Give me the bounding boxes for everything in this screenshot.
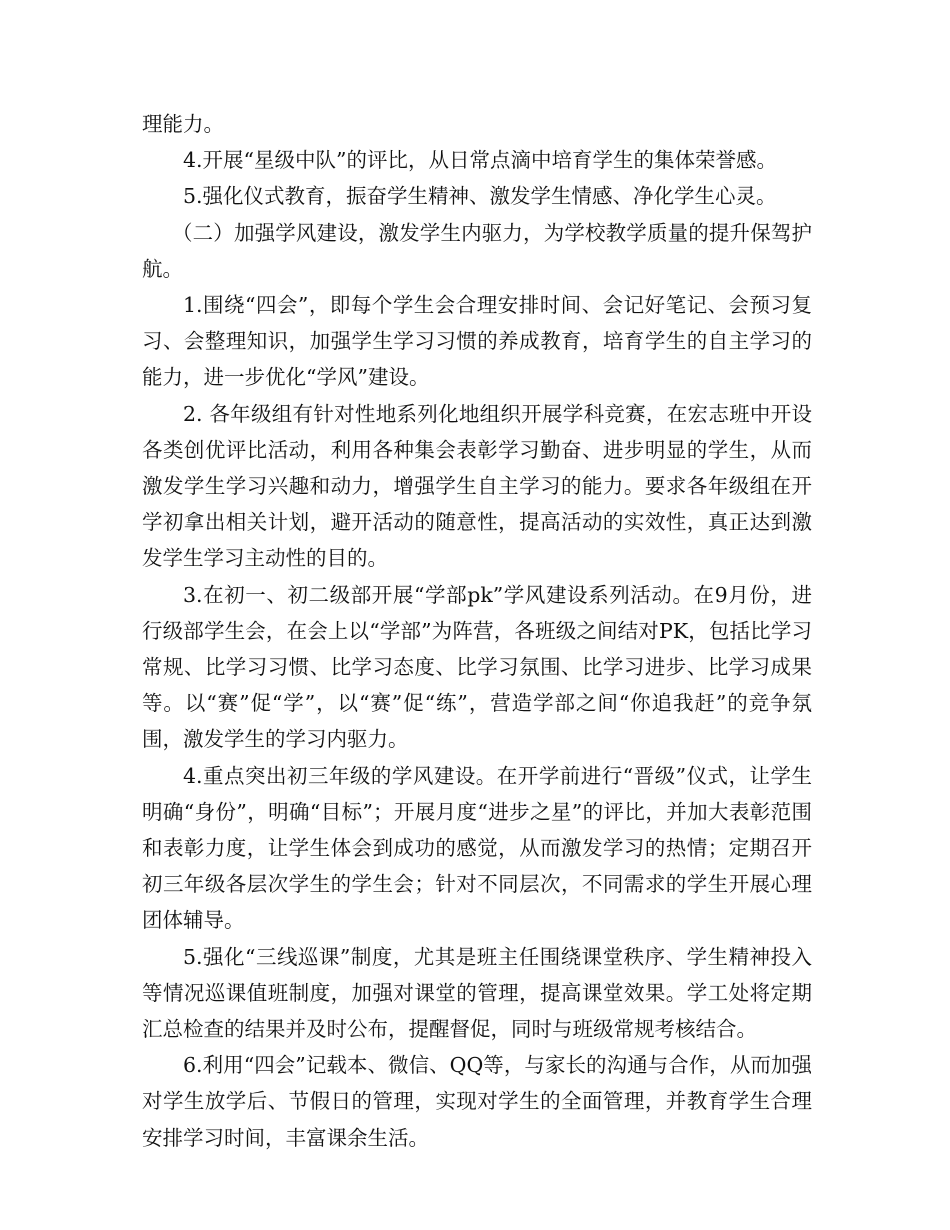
paragraph-item-4-grade-nine: 4.重点突出初三年级的学风建设。在开学前进行“晋级”仪式，让学生明确“身份”，明确“目标”；开展月度“进步之星”的评比，并加大表彰范围和表彰力度，让学生体会到成功的感觉，从而激发学习的热情；定期召开初三年级各层次学生的学生会；针对不同层次，不同需求的学生开展心理团体辅导。 [142,763,812,933]
paragraph-item-4-star-squad: 4.开展“星级中队”的评比，从日常点滴中培育学生的集体荣誉感。 [183,148,778,173]
paragraph-item-6-parent-communication: 6.利用“四会”记载本、微信、QQ等，与家长的沟通与合作，从而加强对学生放学后、节假日的管理，实现对学生的全面管理，并教育学生合理安排学习时间，丰富课余生活。 [142,1053,812,1150]
paragraph-item-5-patrol: 5.强化“三线巡课”制度，尤其是班主任围绕课堂秩序、学生精神投入等情况巡课值班制度，加强对课堂的管理，提高课堂效果。学工处将定期汇总检查的结果并及时公布，提醒督促，同时与班级常规考核结合。 [142,944,812,1042]
paragraph-item-2-competitions: 2. 各年级组有针对性地系列化地组织开展学科竞赛，在宏志班中开设各类创优评比活动，利用各种集会表彰学习勤奋、进步明显的学生，从而激发学生学习兴趣和动力，增强学生自主学习的能力。要求各年级组在开学初拿出相关计划，避开活动的随意性，提高活动的实效性，真正达到激发学生学习主动性的目的。 [142,401,812,571]
document-body [142,106,812,1156]
paragraph-continuation: 理能力。 [142,112,224,136]
paragraph-item-1-four-skills: 1.围绕“四会”，即每个学生会合理安排时间、会记好笔记、会预习复习、会整理知识，加强学生学习习惯的养成教育，培育学生的自主学习的能力，进一步优化“学风”建设。 [142,293,812,390]
paragraph-item-3-department-pk: 3.在初一、初二级部开展“学部pk”学风建设系列活动。在9月份，进行级部学生会，在会上以“学部”为阵营，各班级之间结对PK，包括比学习常规、比学习习惯、比学习态度、比学习氛围、比学习进步、比学习成果等。以“赛”促“学”，以“赛”促“练”，营造学部之间“你追我赶”的竞争氛围，激发学生的学习内驱力。 [142,582,812,752]
section-heading-study-style: （二）加强学风建设，激发学生内驱力，为学校教学质量的提升保驾护航。 [142,220,812,281]
paragraph-item-5-ceremony: 5.强化仪式教育，振奋学生精神、激发学生情感、净化学生心灵。 [183,184,777,209]
